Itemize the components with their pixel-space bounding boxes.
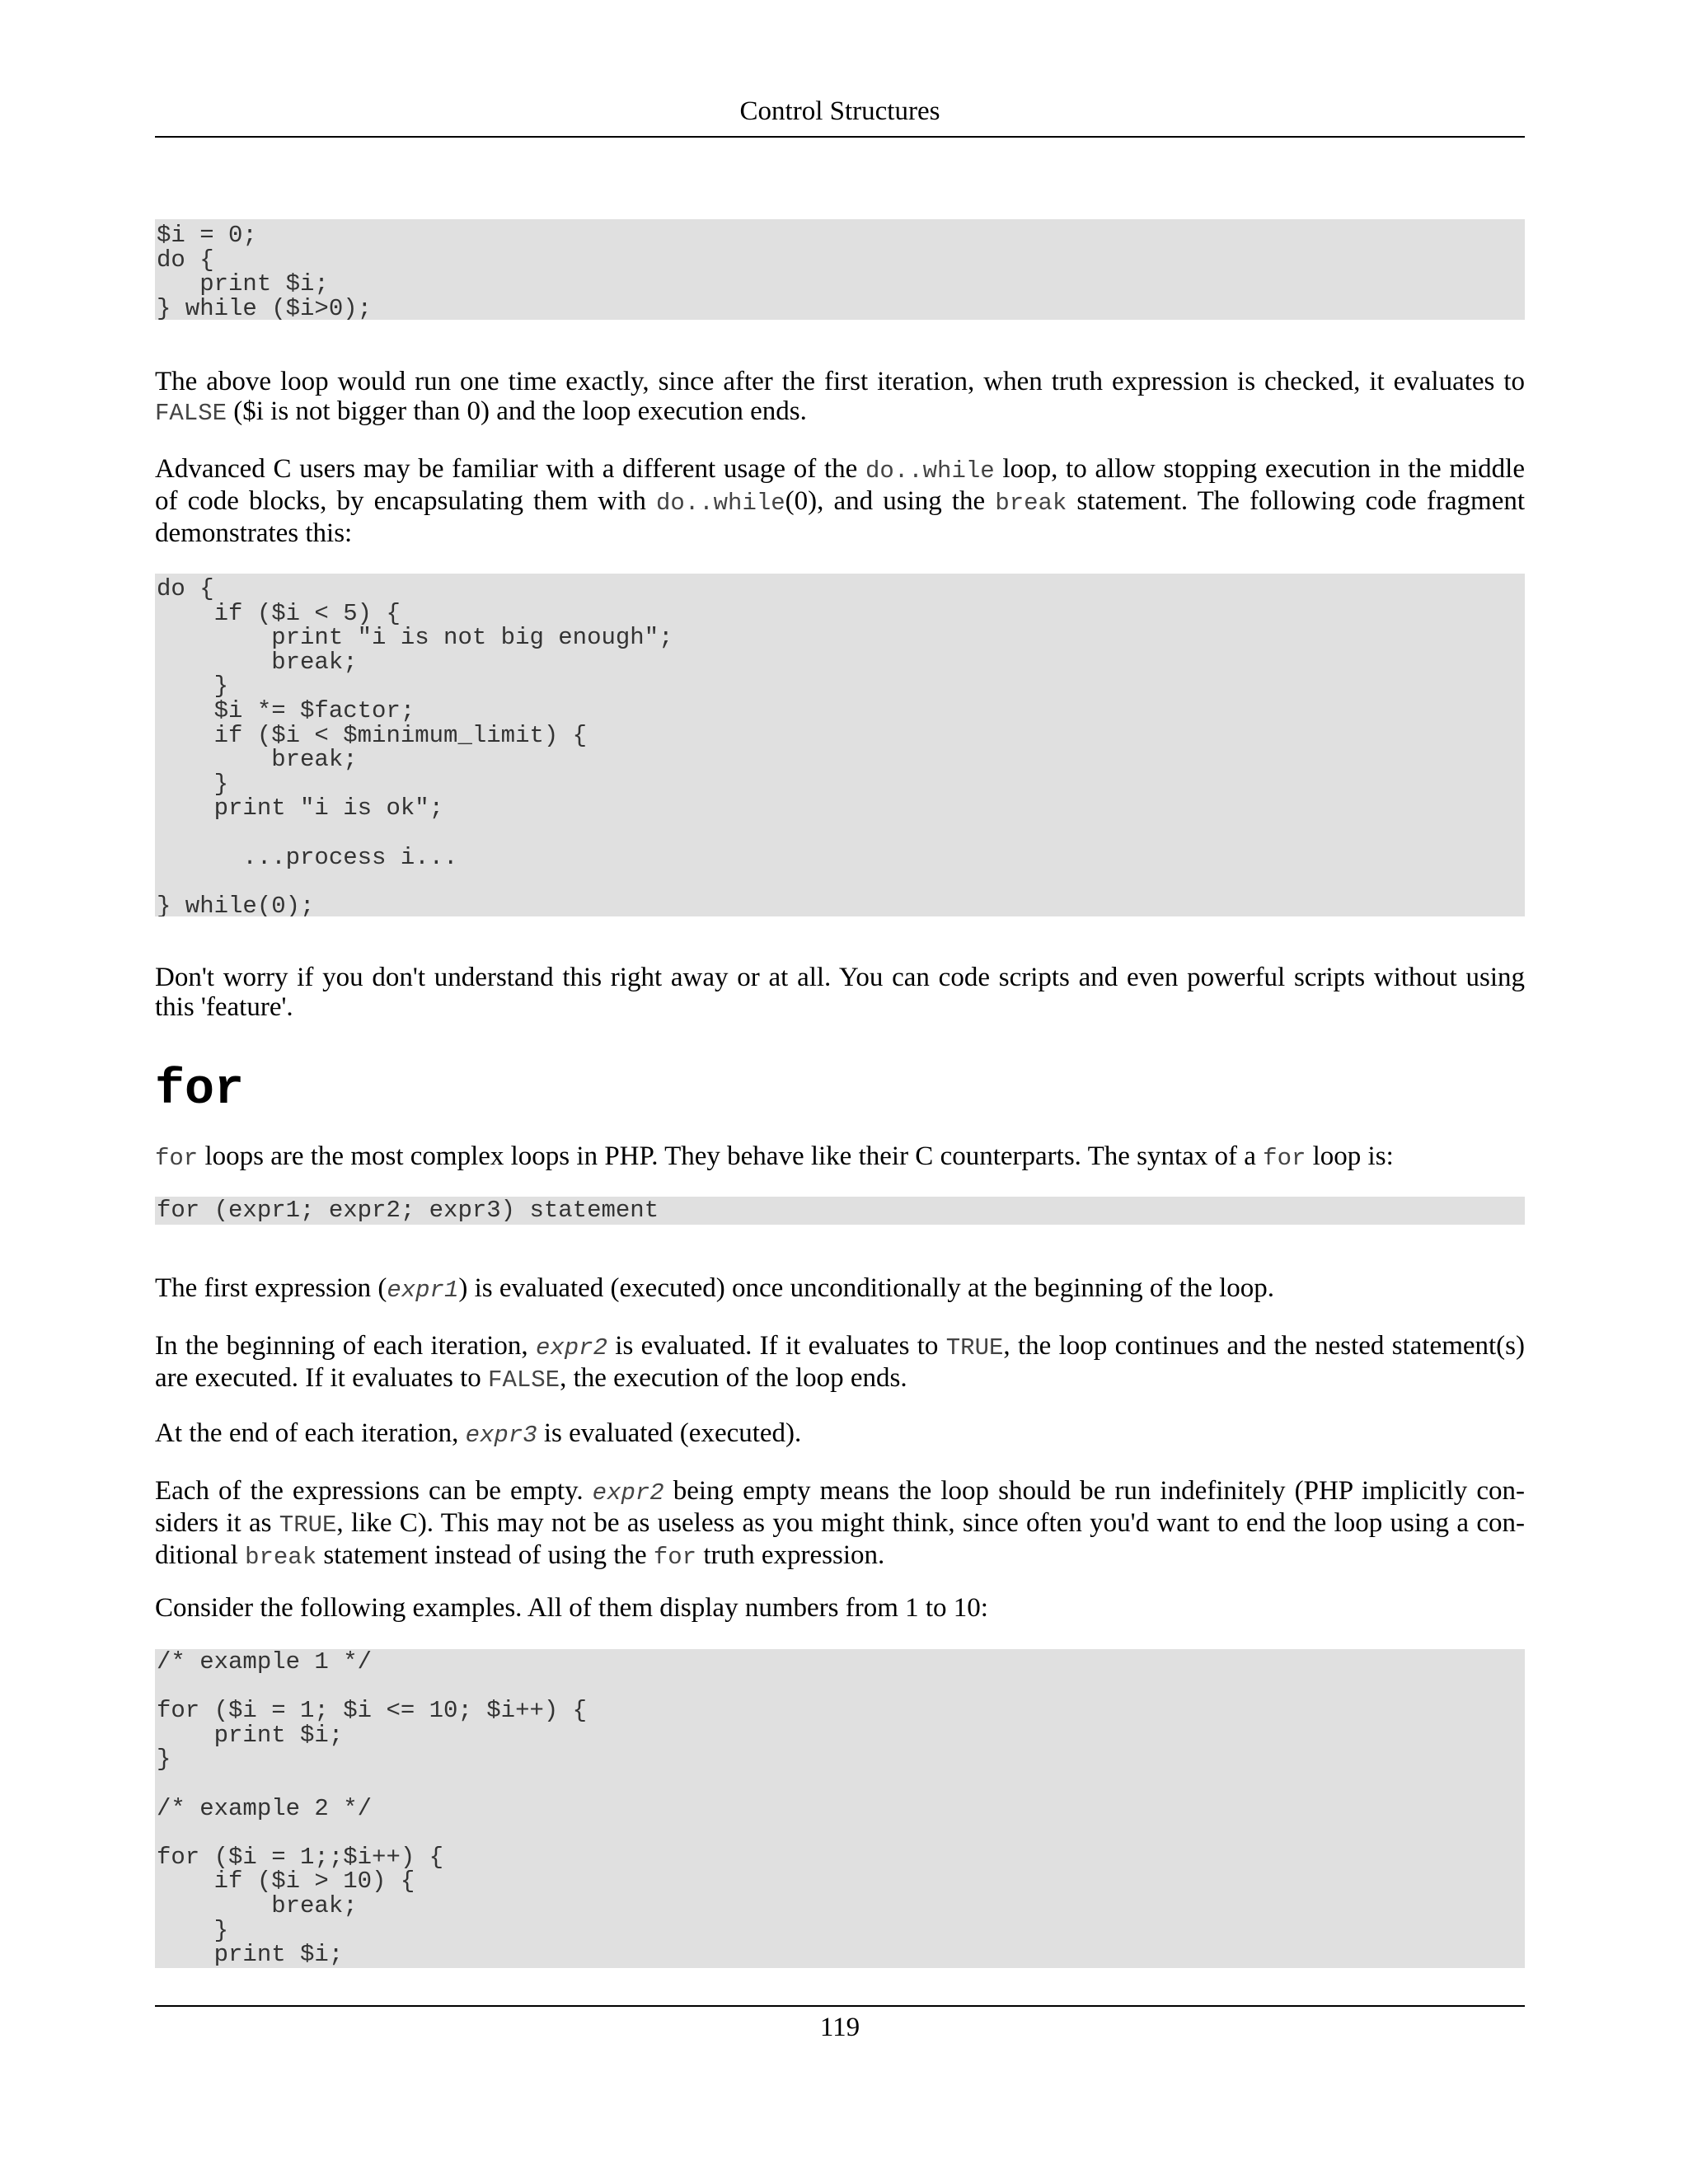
paragraph-consider-examples: Consider the following examples. All of them display numbers from 1 to 10: xyxy=(155,1593,988,1623)
paragraph-first-expression: The first expression (expr1) is evaluated (executed) once unconditionally at the beginning of the loop. xyxy=(155,1273,1275,1304)
paragraph-for-loops-intro: for loops are the most complex loops in PHP. They behave like their C counterparts. The syntax of a for loop is: xyxy=(155,1141,1394,1172)
paragraph-each-iteration: In the beginning of each iteration, expr2 is evaluated. If it evaluates to TRUE, the loop continues and the nested statement(s) are executed. If it evaluates to FALSE, the execution of the loop ends. xyxy=(155,1331,1525,1394)
header-rule xyxy=(155,136,1525,138)
running-header: Control Structures xyxy=(739,96,940,126)
paragraph-end-of-iteration: At the end of each iteration, expr3 is evaluated (executed). xyxy=(155,1418,802,1449)
section-heading-for: for xyxy=(155,1062,245,1118)
paragraph-empty-expressions: Each of the expressions can be empty. expr2 being empty means the loop should be run indefinitely (PHP implicitly con-siders it as TRUE, like C). This may not be as useless as you might think, since often you'd want to end the loop using a con-ditional break statement instead of using the for truth expression. xyxy=(155,1476,1525,1571)
code-block-for-examples: /* example 1 */ for ($i = 1; $i <= 10; $i++) { print $i; } /* example 2 */ for ($i = 1;;$i++) { if ($i > 10) { break; } print $i; xyxy=(155,1649,1525,1968)
document-page xyxy=(155,0,1525,2184)
code-block-do-while-break: do { if ($i < 5) { print "i is not big enough"; break; } $i *= $factor; if ($i < $minimum_limit) { break; } print "i is ok"; ...process i... } while(0); xyxy=(155,574,1525,916)
paragraph-loop-runs-once: The above loop would run one time exactly, since after the first iteration, when truth expression is checked, it evaluates to FALSE ($i is not bigger than 0) and the loop execution ends. xyxy=(155,367,1525,427)
code-block-do-while: $i = 0; do { print $i; } while ($i>0); xyxy=(155,219,1525,320)
code-block-for-syntax: for (expr1; expr2; expr3) statement xyxy=(155,1197,1525,1225)
paragraph-dont-worry: Don't worry if you don't understand this right away or at all. You can code scripts and even powerful scripts without using this 'feature'. xyxy=(155,963,1525,1022)
footer-rule xyxy=(155,2005,1525,2007)
page-number: 119 xyxy=(819,2013,860,2042)
paragraph-advanced-c-users: Advanced C users may be familiar with a different usage of the do..while loop, to allow stopping execution in the middle of code blocks, by encapsulating them with do..while(0), and using the break statement. The following code fragment demonstrates this: xyxy=(155,454,1526,548)
